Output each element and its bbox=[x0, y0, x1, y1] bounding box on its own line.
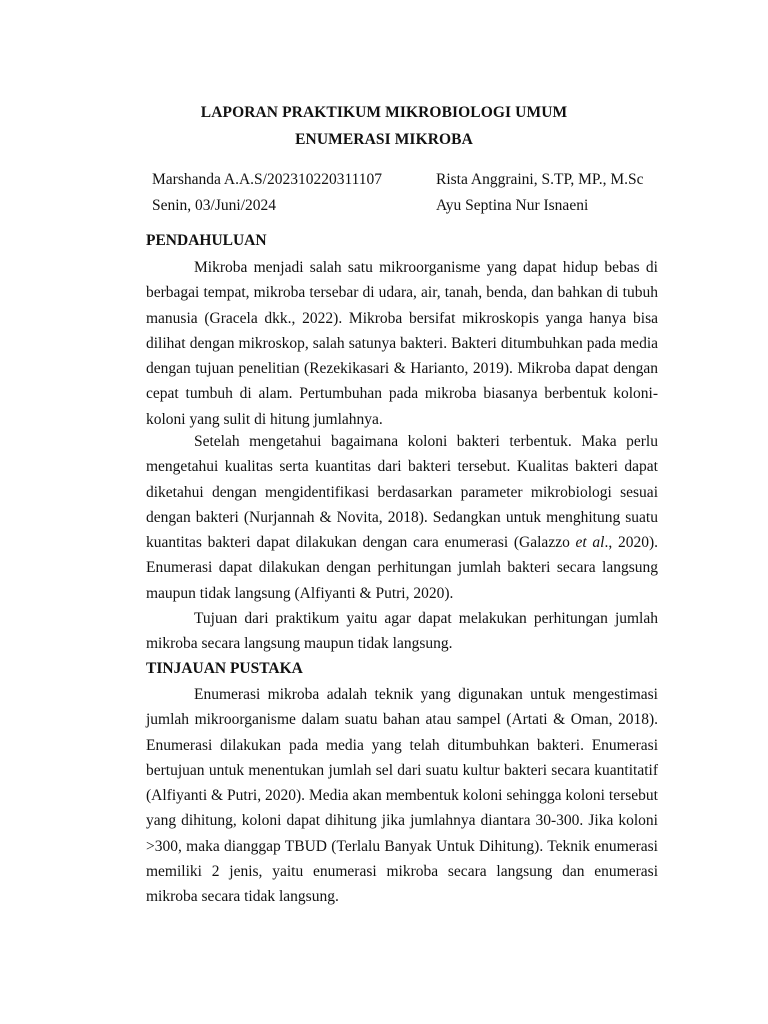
paragraph-tinjauan-pustaka-1: Enumerasi mikroba adalah teknik yang digunakan untuk mengestimasi jumlah mikroorganisme dalam suatu bahan atau sampel (Artati & Oman, 2018). Enumerasi dilakukan pada media yang telah ditumbuhkan bakteri. Enumerasi bertujuan untuk menentukan jumlah sel dari suatu kultur bakteri secara kuantitatif (Alfiyanti & Putri, 2020). Media akan membentuk koloni sehingga koloni tersebut yang dihitung, koloni dapat dihitung jika jumlahnya diantara 30-300. Jika koloni >300, maka dianggap TBUD (Terlalu Banyak Untuk Dihitung). Teknik enumerasi memiliki 2 jenis, yaitu enumerasi mikroba secara langsung dan enumerasi mikroba secara tidak langsung. bbox=[146, 686, 658, 906]
supervisor-name: Rista Anggraini, S.TP, MP., M.Sc bbox=[436, 171, 644, 188]
assistant-name: Ayu Septina Nur Isnaeni bbox=[436, 197, 589, 214]
paragraph-pendahuluan-2 bbox=[146, 429, 658, 606]
paragraph-pendahuluan-3: Tujuan dari praktikum yaitu agar dapat melakukan perhitungan jumlah mikroba secara langsung maupun tidak langsung. bbox=[146, 610, 658, 653]
paragraph-text-part: ., 2020). Enumerasi dapat dilakukan dengan perhitungan jumlah bakteri secara langsung maupun tidak langsung (Alfiyanti & Putri, 2020). bbox=[146, 534, 658, 602]
paragraph-italic-text: et al bbox=[575, 534, 605, 552]
report-date: Senin, 03/Juni/2024 bbox=[152, 197, 277, 214]
paragraph-text-part: Setelah mengetahui bagaimana koloni bakteri terbentuk. Maka perlu mengetahui kualitas serta kuantitas dari bakteri tersebut. Kualitas bakteri dapat diketahui dengan mengidentifikasi berdasarkan parameter mikrobiologi sesuai dengan bakteri (Nurjannah & Novita, 2018). Sedangkan untuk menghitung suatu kuantitas bakteri dapat dilakukan dengan cara enumerasi (Galazzo bbox=[146, 433, 658, 552]
section-heading-tinjauan-pustaka: TINJAUAN PUSTAKA bbox=[146, 660, 303, 677]
report-subtitle: ENUMERASI MIKROBA bbox=[295, 131, 473, 148]
author-id: Marshanda A.A.S/202310220311107 bbox=[152, 171, 383, 188]
section-heading-pendahuluan: PENDAHULUAN bbox=[146, 232, 267, 249]
report-title: LAPORAN PRAKTIKUM MIKROBIOLOGI UMUM bbox=[200, 104, 568, 121]
paragraph-pendahuluan-1: Mikroba menjadi salah satu mikroorganisme yang dapat hidup bebas di berbagai tempat, mikroba tersebar di udara, air, tanah, benda, dan bahkan di tubuh manusia (Gracela dkk., 2022). Mikroba bersifat mikroskopis yanga hanya bisa dilihat dengan mikroskop, salah satunya bakteri. Bakteri ditumbuhkan pada media dengan tujuan penelitian (Rezekikasari & Harianto, 2019). Mikroba dapat dengan cepat tumbuh di alam. Pertumbuhan pada mikroba biasanya berbentuk koloni-koloni yang sulit di hitung jumlahnya. bbox=[146, 259, 658, 428]
